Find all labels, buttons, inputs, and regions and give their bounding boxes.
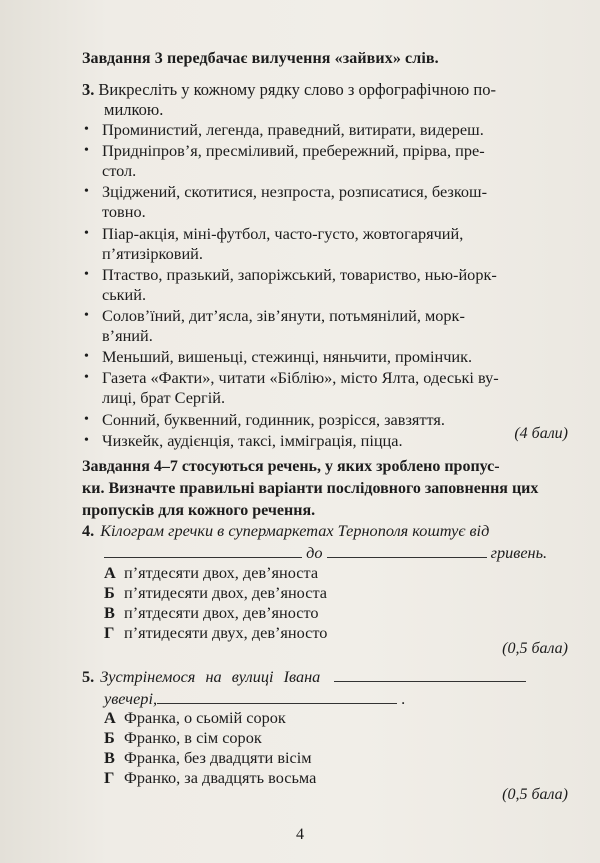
q4-options [104, 563, 327, 643]
bullet-icon: • [84, 411, 89, 427]
list-item-text: Птаство, празький, запоріжський, товариство, нью-йорк- [102, 264, 497, 284]
list-item [82, 141, 574, 181]
option-text: Франко, в сім сорок [124, 728, 262, 747]
option-item [104, 623, 327, 643]
task47-line: пропусків для кожного речення. [82, 502, 316, 519]
task3-heading [82, 80, 572, 120]
question-4 [82, 520, 577, 564]
list-item [82, 431, 574, 451]
q4-between: до [306, 543, 323, 562]
list-item [82, 306, 574, 346]
answer-blank [104, 542, 302, 558]
option-item [104, 768, 316, 788]
bullet-icon: • [84, 307, 89, 323]
q4-end: гривень. [490, 543, 548, 562]
bullet-icon: • [84, 266, 89, 282]
list-item-text: Зціджений, скотитися, незпроста, розписатися, безкош- [102, 182, 488, 202]
q4-number: 4. [82, 521, 95, 540]
option-text: п’ятидесяти двух, дев’яносто [124, 623, 328, 642]
task3-points: (4 бали) [514, 425, 568, 442]
list-item-text-cont: п’ятизірковий. [102, 243, 203, 263]
bullet-icon: • [84, 370, 89, 386]
q4-points: (0,5 бала) [502, 640, 568, 657]
option-letter: Б [104, 583, 115, 602]
option-text: п’ятидесяти двох, дев’яноста [124, 583, 327, 602]
answer-blank [334, 666, 526, 682]
bullet-icon: • [84, 122, 89, 137]
list-item-text-cont: стол. [102, 161, 137, 181]
task3-word-list [82, 120, 574, 452]
list-item-text: Солов’їний, дит’ясла, зів’янути, потьмянілий, морк- [102, 305, 465, 325]
option-item [104, 563, 327, 583]
option-item [104, 728, 316, 748]
task3-instruction-2: милкою. [104, 100, 164, 119]
list-item [82, 224, 574, 264]
q5-line2-text: увечері, [104, 689, 158, 708]
q5-number: 5. [82, 667, 95, 686]
bullet-icon: • [84, 184, 89, 200]
list-item-text: Придніпров’я, пресміливий, пребережний, прірва, пре- [102, 141, 485, 161]
bullet-icon: • [84, 432, 89, 448]
option-letter: А [104, 563, 116, 582]
list-item-text: Газета «Факти», читати «Біблію», місто Ялта, одеські ву- [102, 368, 499, 388]
q5-stem: Зустрінемося на вулиці Івана [100, 667, 321, 686]
q4-stem: Кілограм гречки в супермаркетах Тернополя коштує від [100, 521, 490, 540]
list-item [82, 120, 574, 140]
option-text: Франка, без двадцяти вісім [124, 748, 312, 767]
option-item [104, 603, 327, 623]
q5-line1 [82, 666, 577, 688]
option-item [104, 583, 327, 603]
answer-blank [157, 688, 397, 704]
task3-intro: Завдання 3 передбачає вилучення «зайвих» слів. [82, 50, 439, 67]
list-item-text-cont: товно. [102, 202, 146, 222]
answer-blank [327, 542, 487, 558]
list-item-text: Чизкейк, аудієнція, таксі, імміграція, піцца. [102, 430, 403, 450]
task3-number: 3. [82, 80, 95, 99]
option-letter: Б [104, 728, 115, 747]
option-letter: А [104, 708, 116, 727]
q4-line2 [82, 542, 577, 564]
q5-line2 [82, 688, 577, 710]
bullet-icon: • [84, 349, 89, 365]
option-text: п’ятдесяти двох, дев’яносто [124, 603, 319, 622]
option-letter: В [104, 748, 115, 767]
list-item-text: Піар-акція, міні-футбол, часто-густо, жовтогарячий, [102, 223, 464, 243]
option-letter: Г [104, 768, 115, 787]
list-item-text-cont: лиці, брат Сергій. [102, 388, 226, 408]
list-item-text: Проминистий, легенда, праведний, витирати, видереш. [102, 120, 484, 139]
list-item [82, 410, 574, 430]
option-letter: В [104, 603, 115, 622]
list-item [82, 182, 574, 222]
bullet-icon: • [84, 225, 89, 241]
list-item [82, 265, 574, 305]
option-item [104, 708, 316, 728]
page-number: 4 [296, 826, 304, 843]
list-item-text: Меньший, вишеньці, стежинці, няньчити, промінчик. [102, 347, 473, 367]
task47-line: ки. Визначте правильні варіанти послідовного заповнення цих [82, 480, 539, 497]
option-letter: Г [104, 623, 115, 642]
task47-heading [82, 456, 574, 522]
q5-end: . [401, 689, 406, 708]
question-5 [82, 666, 577, 710]
q4-line1 [82, 520, 577, 542]
list-item-text-cont: ський. [102, 284, 147, 304]
option-text: Франка, о сьомій сорок [124, 708, 286, 727]
option-item [104, 748, 316, 768]
list-item-text-cont: в’яний. [102, 325, 153, 345]
bullet-icon: • [84, 143, 89, 159]
list-item [82, 347, 574, 367]
task47-line: Завдання 4–7 стосуються речень, у яких зроблено пропус- [82, 458, 500, 475]
task3-instruction-1: Викресліть у кожному рядку слово з орфографічною по- [98, 80, 496, 99]
option-text: Франко, за двадцять восьма [124, 768, 317, 787]
option-text: п’ятдесяти двох, дев’яноста [124, 563, 319, 582]
q5-points: (0,5 бала) [502, 786, 568, 803]
list-item [82, 368, 574, 408]
q5-options [104, 708, 316, 788]
task3-line1 [82, 80, 572, 100]
list-item-text: Сонний, буквенний, годинник, розрісся, завзяття. [102, 409, 445, 429]
